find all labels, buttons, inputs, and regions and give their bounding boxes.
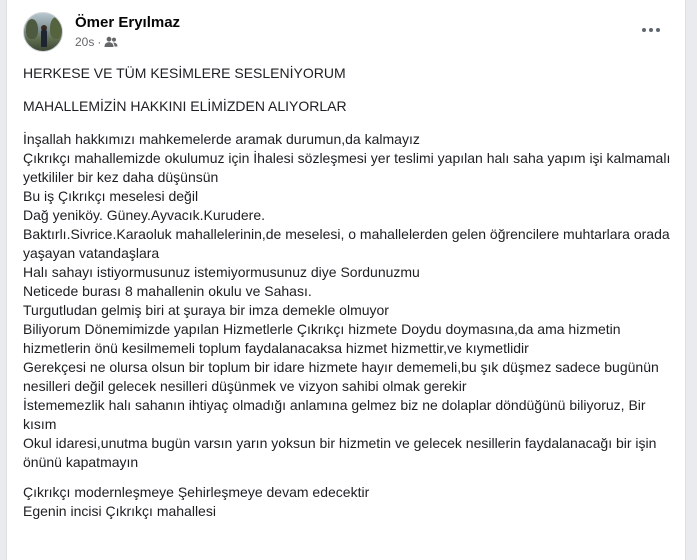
- text-line: Bu iş Çıkrıkçı meselesi değil: [23, 188, 199, 204]
- text-line: Halı sahayı istiyormusunuz istemiyormusunuz diye Sordunuzmu: [23, 264, 420, 280]
- text-line: İnşallah hakkımızı mahkemelerde aramak durumun,da kalmayız: [23, 131, 420, 147]
- text-line: Neticede burası 8 mahallenin okulu ve Sahası.: [23, 283, 312, 299]
- post-message: [23, 64, 678, 521]
- text-line: Turgutludan gelmiş biri at şuraya bir imza demekle olmuyor: [23, 302, 389, 318]
- text-line: MAHALLEMİZİN HAKKINI ELİMİZDEN ALIYORLAR: [23, 98, 347, 114]
- text-line: Dağ yeniköy. Güney.Ayvacık.Kurudere.: [23, 207, 266, 223]
- post-time[interactable]: 20s: [75, 35, 95, 49]
- text-line: HERKESE VE TÜM KESİMLERE SESLENİYORUM: [23, 65, 346, 81]
- paragraph-4: [23, 483, 678, 521]
- post-header: [23, 12, 663, 52]
- text-line: Egenin incisi Çıkrıkçı mahallesi: [23, 503, 216, 519]
- text-line: Baktırlı.Sivrice.Karaoluk mahallelerinin,de meselesi, o mahallelerden gelen öğrencilere muhtarlara orada yaşayan vatandaşlara: [23, 226, 670, 261]
- friends-icon[interactable]: [104, 36, 118, 48]
- avatar-tree-right: [50, 17, 62, 39]
- post-meta: [75, 35, 118, 49]
- meta-separator: ·: [97, 35, 102, 49]
- post-card: [6, 0, 686, 560]
- paragraph-3: [23, 130, 678, 472]
- avatar-tree-left: [26, 19, 38, 39]
- text-line: yetkililer bir kez daha düşünsün: [23, 169, 219, 185]
- text-line: Çıkrıkçı modernleşmeye Şehirleşmeye devam edecektir: [23, 484, 370, 500]
- more-dot: [656, 28, 660, 32]
- text-line: Gerekçesi ne olursa olsun bir toplum bir idare hizmete hayır dememeli,bu şık düşmez sadece bugünün nesilleri değil gelecek nesilleri düşünmek ve vizyon sahibi olmak gerekir: [23, 359, 659, 394]
- author-name[interactable]: Ömer Eryılmaz: [75, 14, 181, 31]
- avatar-person-body: [41, 29, 47, 47]
- paragraph-2: [23, 97, 678, 116]
- text-line: Çıkrıkçı mahallemizde okulumuz için İhalesi sözleşmesi yer teslimi yapılan halı saha yapım işi kalmamalı: [23, 150, 671, 166]
- more-horizontal-icon: [642, 28, 646, 32]
- more-options-button[interactable]: [637, 18, 665, 42]
- author-avatar[interactable]: [23, 12, 63, 52]
- more-dot: [649, 28, 653, 32]
- text-line: Biliyorum Dönemimizde yapılan Hizmetlerle Çıkrıkçı hizmete Doydu doymasına,da ama hizmetin hizmetlerin önü kesilmemeli toplum faydalanacaksa hizmet hizmettir,ve kıymetlidir: [23, 321, 621, 356]
- text-line: Okul idaresi,unutma bugün varsın yarın yoksun bir hizmetin ve gelecek nesillerin faydalanacağı bir işin önünü kapatmayın: [23, 435, 657, 470]
- text-line: İstememezlik halı sahanın ihtiyaç olmadığı anlamına gelmez biz ne dolaplar döndüğünü biliyoruz, Bir kısım: [23, 397, 646, 432]
- paragraph-1: [23, 64, 678, 83]
